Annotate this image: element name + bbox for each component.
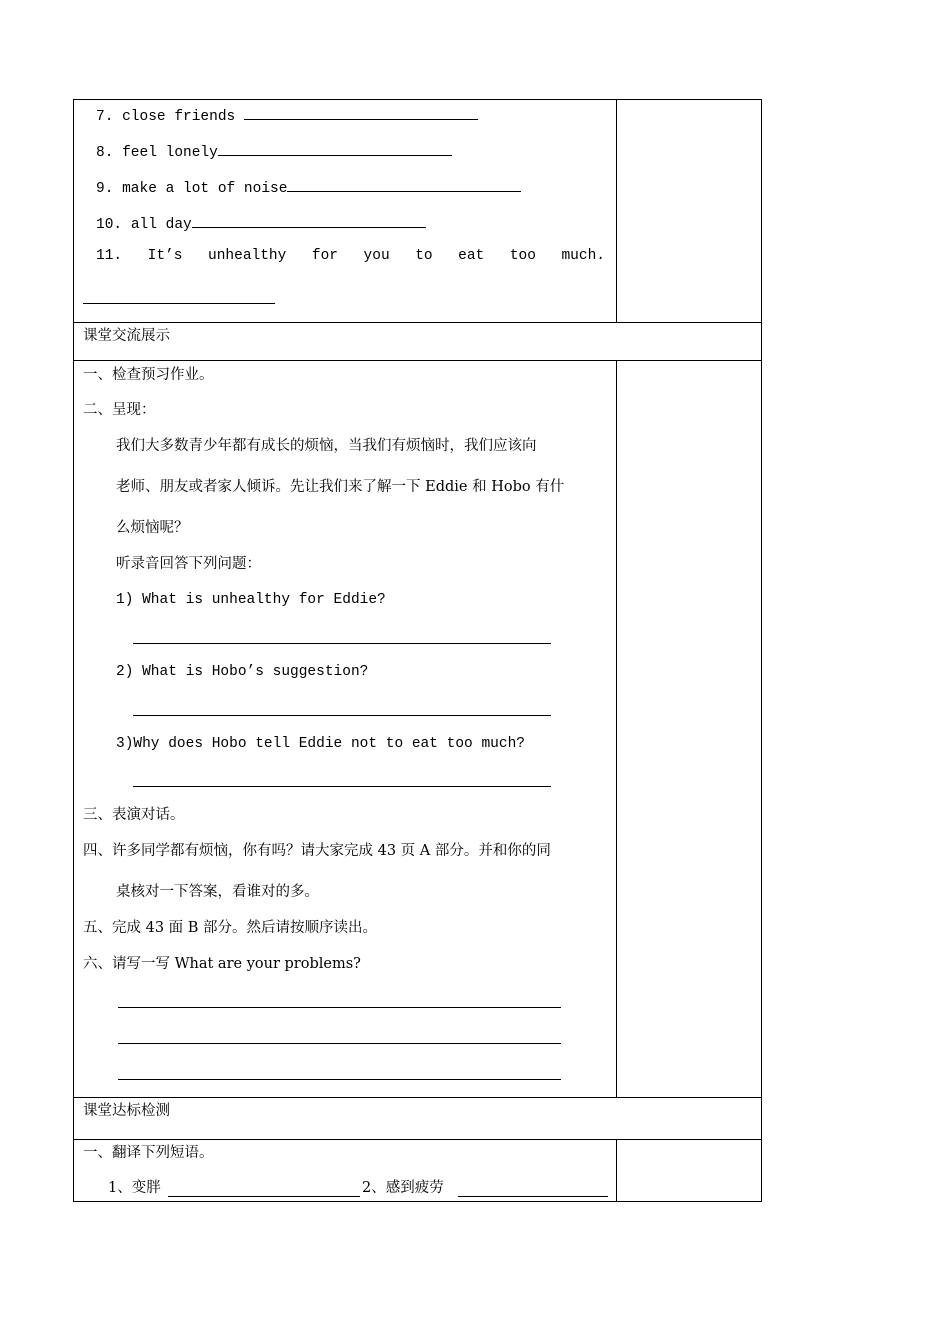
question-2: 2) What is Hobo’s suggestion?: [116, 664, 369, 680]
sentence-word: It’s: [147, 248, 183, 264]
sentence-word: you: [363, 248, 390, 264]
column-divider: [616, 1139, 617, 1202]
preview-item-8: [96, 141, 452, 161]
phrase-1: 1、变胖: [108, 1180, 161, 1196]
intro-line: 我们大多数青少年都有成长的烦恼，当我们有烦恼时，我们应该向: [116, 438, 537, 454]
writing-line[interactable]: [118, 1079, 561, 1080]
answer-blank[interactable]: [287, 177, 521, 192]
table-right-border: [761, 99, 762, 1202]
item-number: 10.: [96, 217, 123, 233]
intro-line: 老师、朋友或者家人倾诉。先让我们来了解一下 Eddie 和 Hobo 有什: [116, 479, 565, 495]
item-text: all day: [130, 217, 192, 233]
exchange-item-6: 六、请写一写 What are your problems?: [83, 956, 361, 972]
answer-blank[interactable]: [244, 105, 478, 120]
column-divider: [616, 99, 617, 322]
preview-item-11: [96, 249, 605, 264]
table-top-border: [73, 99, 762, 100]
answer-blank[interactable]: [458, 1196, 608, 1197]
exchange-item-4-continued: 桌核对一下答案，看谁对的多。: [116, 884, 319, 900]
sentence-word: for: [311, 248, 338, 264]
item-number: 8.: [96, 145, 114, 161]
exchange-item-4: 四、许多同学都有烦恼，你有吗？请大家完成 43 页 A 部分。并和你的同: [83, 843, 551, 859]
exchange-item-3: 三、表演对话。: [83, 807, 185, 823]
row-divider: [73, 360, 762, 361]
question-3: 3)Why does Hobo tell Eddie not to eat too much?: [116, 736, 525, 752]
writing-line[interactable]: [118, 1007, 561, 1008]
answer-blank[interactable]: [168, 1196, 360, 1197]
preview-item-10: [96, 213, 426, 233]
table-left-border: [73, 99, 74, 1202]
sentence-word: much.: [561, 248, 605, 264]
answer-line[interactable]: [133, 715, 551, 716]
answer-blank[interactable]: [192, 213, 426, 228]
column-divider: [616, 360, 617, 1097]
item-number: 9.: [96, 181, 114, 197]
preview-item-9: [96, 177, 521, 197]
preview-item-7: [96, 105, 478, 125]
answer-line[interactable]: [133, 786, 551, 787]
sentence-word: too: [509, 248, 536, 264]
answer-blank[interactable]: [218, 141, 452, 156]
sentence-word: to: [415, 248, 433, 264]
exchange-item-1: 一、检查预习作业。: [83, 367, 214, 383]
section-title-class-exchange: 课堂交流展示: [83, 328, 170, 344]
row-divider: [73, 322, 762, 323]
item-number: 7.: [96, 109, 114, 125]
phrase-2: 2、感到疲劳: [362, 1180, 444, 1196]
table-bottom-border: [73, 1201, 762, 1202]
item-text: make a lot of noise: [122, 181, 288, 197]
section-title-class-test: 课堂达标检测: [83, 1103, 170, 1119]
sentence-word: eat: [458, 248, 485, 264]
row-divider: [73, 1139, 762, 1140]
row-divider: [73, 1097, 762, 1098]
item-text: feel lonely: [122, 145, 218, 161]
exchange-item-2: 二、呈现：: [83, 402, 156, 418]
answer-blank[interactable]: [83, 303, 275, 304]
answer-line[interactable]: [133, 643, 551, 644]
item-number: 11.: [96, 248, 123, 264]
question-1: 1) What is unhealthy for Eddie?: [116, 592, 386, 608]
intro-line: 么烦恼呢？: [116, 520, 189, 536]
test-item-1: 一、翻译下列短语。: [83, 1145, 214, 1161]
sentence-word: unhealthy: [208, 248, 287, 264]
exchange-item-5: 五、完成 43 面 B 部分。然后请按顺序读出。: [83, 920, 378, 936]
item-text: close friends: [122, 109, 236, 125]
writing-line[interactable]: [118, 1043, 561, 1044]
listen-instruction: 听录音回答下列问题：: [116, 556, 261, 572]
